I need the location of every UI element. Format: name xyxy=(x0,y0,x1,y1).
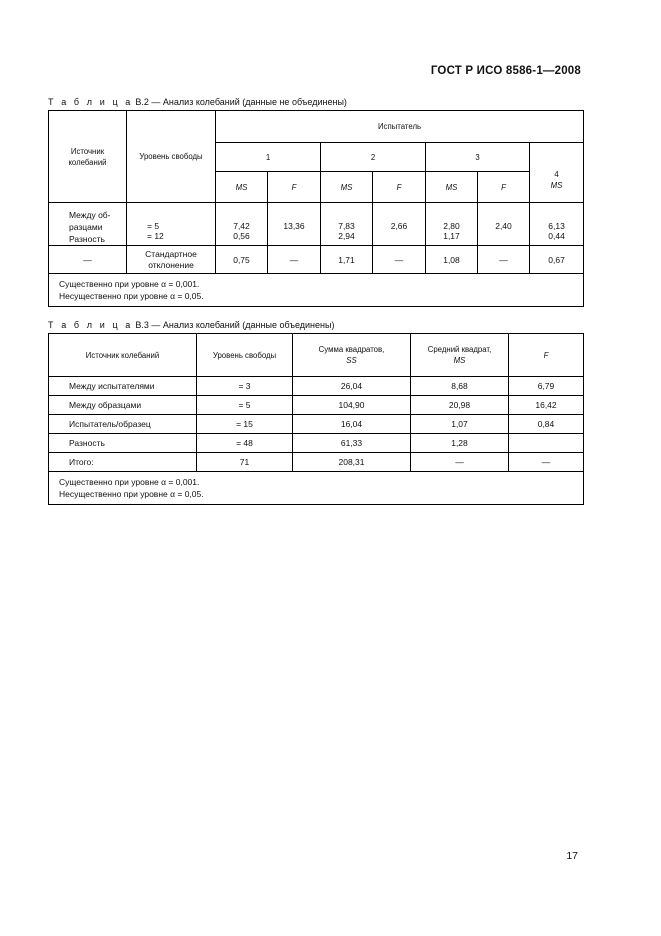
row2-dof: Стандартное отклонение xyxy=(127,246,216,274)
row1-t2-ms xyxy=(321,203,373,246)
tester-4-header xyxy=(530,143,584,203)
row-dof: 71 xyxy=(197,453,293,472)
row1-source-line1: Между об-разцами xyxy=(69,210,111,232)
document-header: ГОСТ Р ИСО 8586-1—2008 xyxy=(430,65,581,77)
value: 7,42 xyxy=(233,221,250,231)
table-b2-caption-title: В.2 — Анализ колебаний (данные не объединены) xyxy=(135,97,347,107)
value: 0,44 xyxy=(548,231,565,241)
row1-t3-f xyxy=(478,203,530,246)
row1-dof-line1: = 5 xyxy=(147,221,160,231)
value: 13,36 xyxy=(283,221,305,231)
value: 2,66 xyxy=(390,221,408,231)
tester-1-header: 1 xyxy=(216,143,321,172)
tester-3-f-label: F xyxy=(478,172,530,203)
row-source: Между образцами xyxy=(49,396,197,415)
col-ms-header xyxy=(411,334,509,377)
page-number: 17 xyxy=(566,850,578,862)
row1-t2-f xyxy=(373,203,426,246)
row2-t2-f: — xyxy=(373,246,426,274)
row-ss: 104,90 xyxy=(293,396,411,415)
col-dof-header: Уровень свободы xyxy=(127,111,216,203)
footnote-line: Несущественно при уровне α = 0,05. xyxy=(59,291,204,301)
row2-t3-ms: 1,08 xyxy=(426,246,478,274)
col-ms-title: Средний квадрат, xyxy=(427,345,492,354)
row-ss: 61,33 xyxy=(293,434,411,453)
row1-source xyxy=(49,203,127,246)
row-ss: 26,04 xyxy=(293,377,411,396)
col-ss-symbol: SS xyxy=(346,356,357,365)
tester-3-header: 3 xyxy=(426,143,530,172)
table-row xyxy=(49,246,584,274)
row-ms: 1,28 xyxy=(411,434,509,453)
row-f xyxy=(509,434,584,453)
row-dof: = 3 xyxy=(197,377,293,396)
value: 2,40 xyxy=(495,221,512,231)
table-b3 xyxy=(48,333,584,505)
row-ms: 1,07 xyxy=(411,415,509,434)
tester-1-f-label: F xyxy=(268,172,321,203)
value: 2,94 xyxy=(338,231,355,241)
table-b3-footnote xyxy=(49,472,584,505)
tester-4-ms-label: MS xyxy=(550,180,563,190)
col-ss-title: Сумма квадратов, xyxy=(318,345,385,354)
row2-source: — xyxy=(49,246,127,274)
footnote-line: Существенно при уровне α = 0,001. xyxy=(59,279,200,289)
value: 2,80 xyxy=(443,221,460,231)
row1-source-line2: Разность xyxy=(69,234,105,244)
row1-t1-f xyxy=(268,203,321,246)
row1-t4-ms xyxy=(530,203,584,246)
row-source: Итого: xyxy=(49,453,197,472)
value: 0,56 xyxy=(233,231,250,241)
row-ss: 208,31 xyxy=(293,453,411,472)
row-f: 16,42 xyxy=(509,396,584,415)
row2-t3-f: — xyxy=(478,246,530,274)
row-f: — xyxy=(509,453,584,472)
table-b3-caption xyxy=(48,320,334,330)
row-dof: = 5 xyxy=(197,396,293,415)
tester-1-ms-label: MS xyxy=(216,172,268,203)
row1-t1-ms xyxy=(216,203,268,246)
table-row xyxy=(49,396,584,415)
tester-4-number: 4 xyxy=(554,169,559,179)
row-f: 0,84 xyxy=(509,415,584,434)
row-ms: 8,68 xyxy=(411,377,509,396)
footnote-line: Несущественно при уровне α = 0,05. xyxy=(59,489,204,499)
row2-t4-ms: 0,67 xyxy=(530,246,584,274)
row1-dof xyxy=(127,203,216,246)
table-b3-caption-title: В.3 — Анализ колебаний (данные объединены) xyxy=(135,320,335,330)
row-ss: 16,04 xyxy=(293,415,411,434)
table-row xyxy=(49,377,584,396)
row-source: Разность xyxy=(49,434,197,453)
value: 7,83 xyxy=(338,221,355,231)
table-b2-caption-prefix: Т а б л и ц а xyxy=(48,97,133,107)
row-ms: — xyxy=(411,453,509,472)
row-source: Между испытателями xyxy=(49,377,197,396)
table-b2-footnote xyxy=(49,274,584,307)
row2-t2-ms: 1,71 xyxy=(321,246,373,274)
table-b2 xyxy=(48,110,584,307)
table-row xyxy=(49,415,584,434)
table-row xyxy=(49,203,584,246)
row2-t1-ms: 0,75 xyxy=(216,246,268,274)
row1-dof-line2: = 12 xyxy=(147,231,164,241)
table-b3-caption-prefix: Т а б л и ц а xyxy=(48,320,133,330)
col-dof-header: Уровень свободы xyxy=(197,334,293,377)
row2-t1-f: — xyxy=(268,246,321,274)
row-dof: = 48 xyxy=(197,434,293,453)
col-ms-symbol: MS xyxy=(453,356,466,365)
col-source-header: Источник колебаний xyxy=(49,334,197,377)
row-ms: 20,98 xyxy=(411,396,509,415)
row-source: Испытатель/образец xyxy=(49,415,197,434)
tester-2-ms-label: MS xyxy=(321,172,373,203)
table-row xyxy=(49,434,584,453)
col-source-header: Источник колебаний xyxy=(49,111,127,203)
row-f: 6,79 xyxy=(509,377,584,396)
tester-2-f-label: F xyxy=(373,172,426,203)
tester-2-header: 2 xyxy=(321,143,426,172)
table-b2-caption xyxy=(48,97,347,107)
tester-3-ms-label: MS xyxy=(426,172,478,203)
col-ss-header xyxy=(293,334,411,377)
footnote-line: Существенно при уровне α = 0,001. xyxy=(59,477,200,487)
col-tester-header: Испытатель xyxy=(216,111,584,143)
value: 6,13 xyxy=(548,221,565,231)
row1-t3-ms xyxy=(426,203,478,246)
table-row xyxy=(49,453,584,472)
value: 1,17 xyxy=(443,231,460,241)
row-dof: = 15 xyxy=(197,415,293,434)
col-f-header: F xyxy=(509,334,584,377)
